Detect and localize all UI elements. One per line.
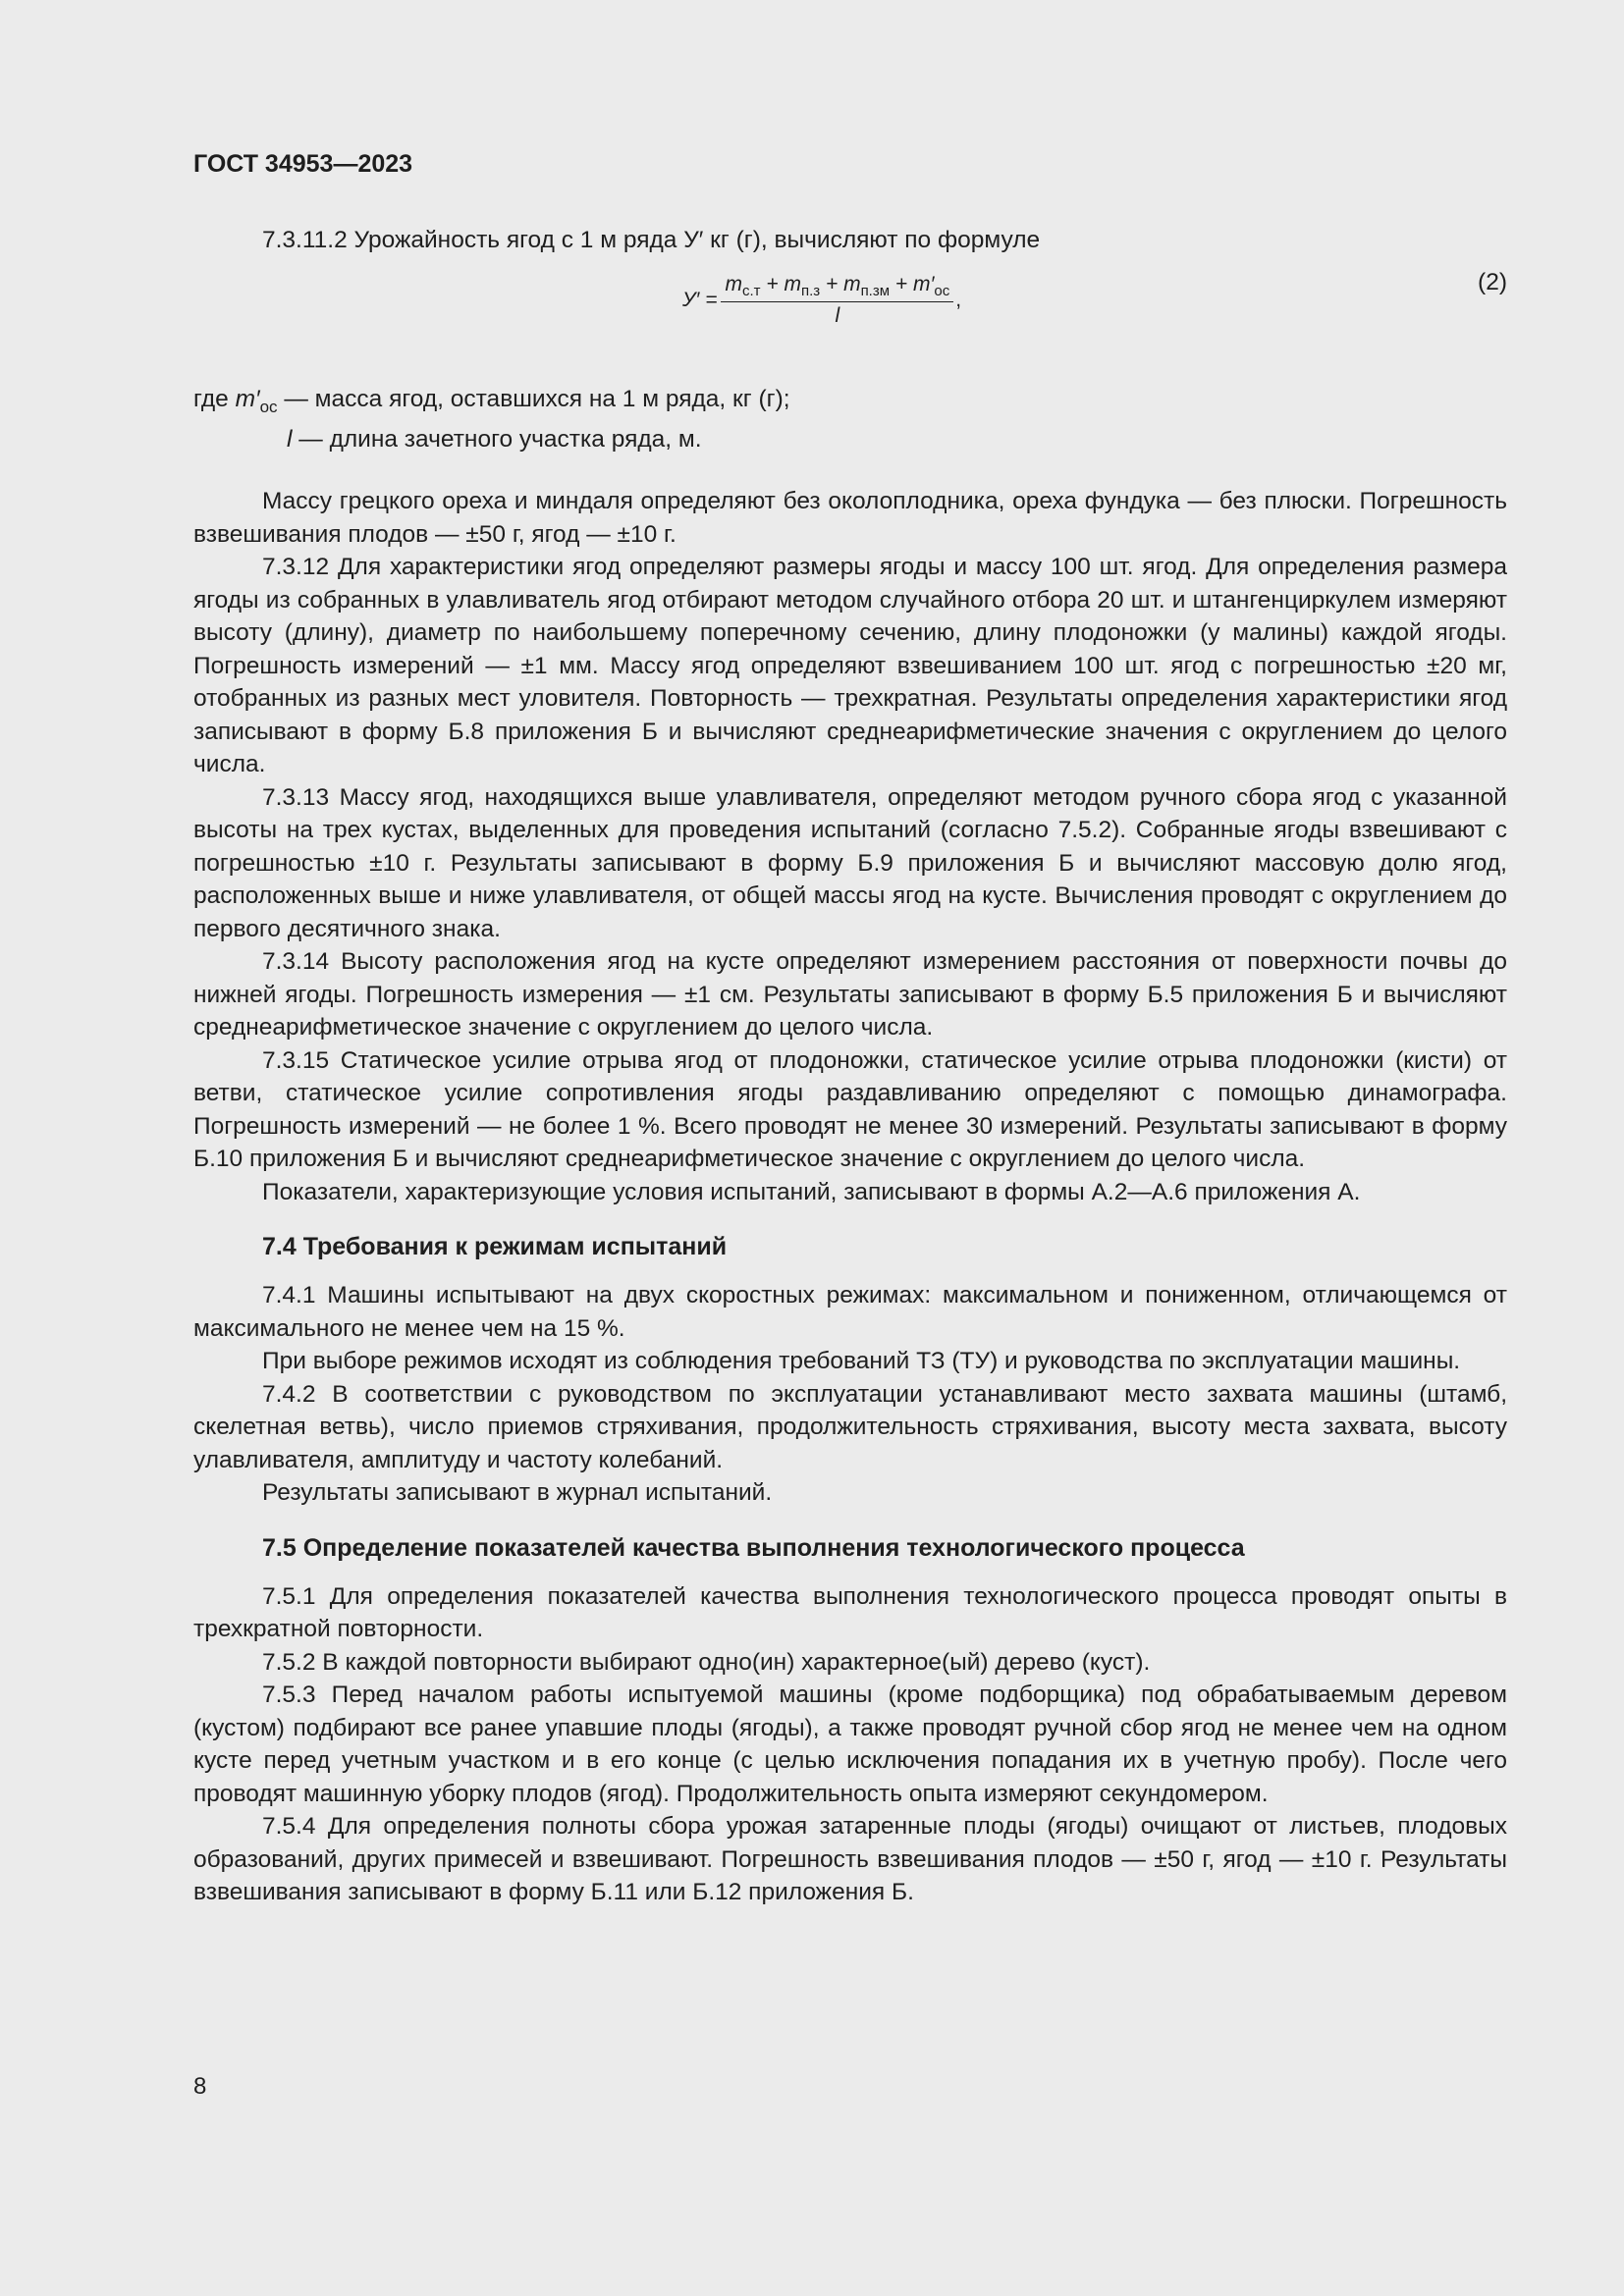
formula-term-m-os: m′	[912, 272, 935, 295]
legend-line-m-os	[193, 383, 1507, 423]
legend-prefix: где	[193, 385, 236, 412]
paragraph-7-3-13: 7.3.13 Массу ягод, находящихся выше улавливателя, определяют методом ручного сбора ягод с указанной высоты на трех кустах, выделенных для проведения испытаний (согласно 7.5.2). Собранные ягоды взвешивают с погрешностью ±10 г. Результаты записывают в форму Б.9 приложения Б и вычисляют массовую долю ягод, расположенных выше и ниже улавливателя, от общей массы ягод на кусте. Вычисления проводят с округлением до первого десятичного знака.	[193, 783, 1507, 942]
paragraph-7-3-11-2: 7.3.11.2 Урожайность ягод с 1 м ряда У′ кг (г), вычисляют по формуле	[262, 227, 1041, 253]
paragraph-7-5-3: 7.5.3 Перед началом работы испытуемой машины (кроме подборщика) под обрабатываемым деревом (кустом) подбирают все ранее упавшие плоды (ягоды), а также проводят ручной сбор ягод не менее чем на одном кусте перед учетным участком и в его конце (с целью исключения попадания их в учетную пробу). После чего проводят машинную уборку плодов (ягод). Продолжительность опыта измеряют секундомером.	[193, 1682, 1507, 1807]
legend-var-m: m′	[235, 385, 260, 412]
legend-line-l	[193, 423, 1507, 456]
formula-term-m-pz: m	[784, 272, 801, 295]
formula-denominator: l	[835, 303, 840, 327]
formula-fraction	[721, 273, 953, 328]
paragraph-7-3-12: 7.3.12 Для характеристики ягод определяют размеры ягоды и массу 100 шт. ягод. Для определения размера ягоды из собранных в улавливатель ягод отбирают методом случайного отбора 20 шт. и штангенциркулем измеряют высоту (длину), диаметр по наибольшему поперечному сечению, длину плодоножки (у малины) каждой ягоды. Погрешность измерений — ±1 мм. Массу ягод определяют взвешиванием 100 шт. ягод с погрешностью ±20 мг, отобранных из разных мест уловителя. Повторность — трехкратная. Результаты определения характеристики ягод записывают в форму Б.8 приложения Б и вычисляют среднеарифметические значения с округлением до целого числа.	[193, 554, 1507, 778]
page-number: 8	[193, 2073, 207, 2100]
paragraph-7-3-15: 7.3.15 Статическое усилие отрыва ягод от плодоножки, статическое усилие отрыва плодоножки (кисти) от ветви, статическое усилие сопротивления ягоды раздавливанию определяют с помощью динамографа. Погрешность измерений — не более 1 %. Всего проводят не менее 30 измерений. Результаты записывают в форму Б.10 приложения Б и вычисляют среднеарифметическое значение с округлением до целого числа.	[193, 1046, 1507, 1173]
paragraph-7-5-1: 7.5.1 Для определения показателей качества выполнения технологического процесса проводят опыты в трехкратной повторности.	[193, 1582, 1507, 1643]
formula-plus: +	[820, 272, 844, 295]
paragraph-results-journal: Результаты записывают в журнал испытаний.	[262, 1479, 773, 1507]
document-code-header: ГОСТ 34953—2023	[193, 150, 413, 178]
paragraph-nut-mass: Массу грецкого ореха и миндаля определяют без околоплодника, ореха фундука — без плюски. Погрешность взвешивания плодов — ±50 г, ягод — ±10 г.	[193, 488, 1507, 548]
formula-sub-pzm: п.зм	[860, 282, 891, 299]
formula-numerator	[721, 273, 953, 302]
formula-term-m-st: m	[725, 272, 742, 295]
formula-sub-pz: п.з	[800, 282, 821, 299]
formula-plus: +	[890, 272, 913, 295]
legend-desc-l: — длина зачетного участка ряда, м.	[292, 425, 702, 453]
paragraph-7-5-4: 7.5.4 Для определения полноты сбора урожая затаренные плоды (ягоды) очищают от листьев, плодовых образований, других примесей и взвешивают. Погрешность взвешивания плодов — ±50 г, ягод — ±10 г. Результаты взвешивания записывают в форму Б.11 или Б.12 приложения Б.	[193, 1813, 1507, 1906]
formula-sub-os: ос	[934, 282, 950, 299]
document-page	[193, 147, 1507, 1909]
legend-desc-m-os: — масса ягод, оставшихся на 1 м ряда, кг (г);	[277, 385, 790, 412]
section-title-7-4: 7.4 Требования к режимам испытаний	[262, 1233, 728, 1261]
formula-number: (2)	[1478, 268, 1507, 295]
formula-lhs: У′ =	[682, 288, 718, 311]
paragraph-modes: При выборе режимов исходят из соблюдения требований ТЗ (ТУ) и руководства по эксплуатации машины.	[262, 1348, 1461, 1375]
formula-comma: ,	[955, 288, 962, 311]
legend-var-sub: ос	[259, 397, 278, 416]
legend-var-l: l	[287, 425, 293, 453]
formula-term-m-pzm: m	[843, 272, 861, 295]
paragraph-7-4-1: 7.4.1 Машины испытывают на двух скоростных режимах: максимальном и пониженном, отличающемся от максимального не менее чем на 15 %.	[193, 1282, 1507, 1342]
formula-2	[193, 269, 1507, 359]
paragraph-7-5-2: 7.5.2 В каждой повторности выбирают одно(ин) характерное(ый) дерево (куст).	[262, 1648, 1151, 1676]
paragraph-7-3-14: 7.3.14 Высоту расположения ягод на кусте определяют измерением расстояния от поверхности почвы до нижней ягоды. Погрешность измерения — ±1 см. Результаты записывают в форму Б.5 приложения Б и вычисляют среднеарифметическое значение с округлением до целого числа.	[193, 948, 1507, 1041]
formula-sub-st: с.т	[741, 282, 761, 299]
paragraph-7-4-2: 7.4.2 В соответствии с руководством по эксплуатации устанавливают место захвата машины (штамб, скелетная ветвь), число приемов стряхивания, продолжительность стряхивания, высоту места захвата, высоту улавливателя, амплитуду и частоту колебаний.	[193, 1380, 1507, 1473]
formula-legend	[193, 383, 1507, 456]
yield-formula	[682, 273, 961, 328]
section-title-7-5: 7.5 Определение показателей качества выполнения технологического процесса	[262, 1533, 1245, 1562]
paragraph-conditions: Показатели, характеризующие условия испытаний, записывают в формы А.2—А.6 приложения А.	[262, 1178, 1361, 1205]
formula-plus: +	[760, 272, 785, 295]
